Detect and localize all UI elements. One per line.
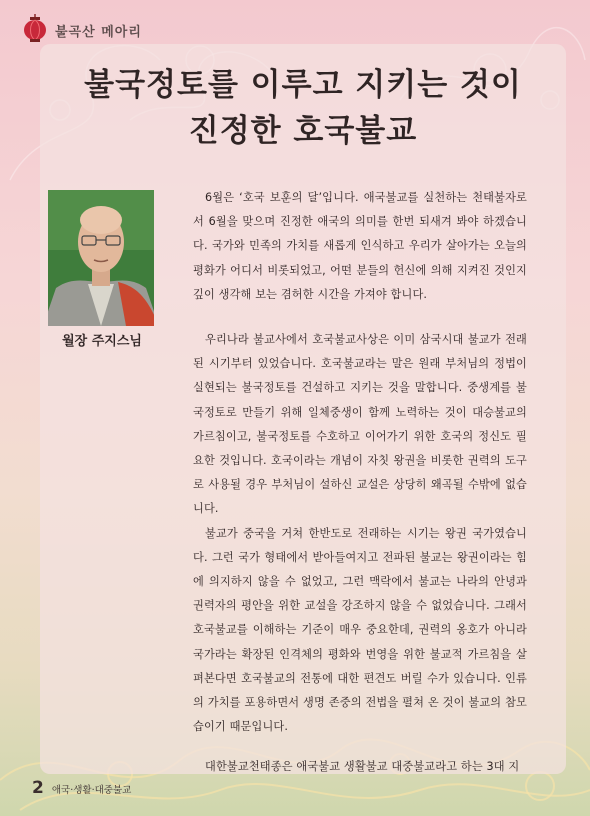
article-title bbox=[40, 62, 566, 154]
paragraph: 6월은 ‘호국 보훈의 달’입니다. 애국불교를 실천하는 천태불자로서 6월을 맞으며 진정한 애국의 의미를 한번 되새겨 봐야 하겠습니다. 국가와 민족의 가치를 새롭게 인식하고 우리가 살아가는 오늘의 평화가 어디서 비롯되었고, 어떤 분들의 헌신에 의해 지켜진 것인지 깊이 생각해 보는 겸허한 시간을 가져야 합니다. bbox=[193, 191, 527, 301]
section-label: 불곡산 메아리 bbox=[55, 25, 142, 40]
paragraph: 우리나라 불교사에서 호국불교사상은 이미 삼국시대 불교가 전래 된 시기부터 있었습니다. 호국불교라는 말은 원래 부처님의 정법이 실현되는 불국정토를 건설하고 지키는 것을 말합니다. 중생계를 불국정토로 만들기 위해 일체중생이 함께 노력하는 것이 대승불교의 가르침이고, 불국정토를 수호하고 이어가기 위한 호국의 정신도 필요한 것입니다. 호국이라는 개념이 자칫 왕권을 비롯한 권력의 도구로 사용될 경우 부처님이 설하신 교설은 상당히 왜곡될 수밖에 없습니다. bbox=[193, 333, 527, 516]
lantern-icon bbox=[23, 14, 47, 44]
monk-portrait-photo bbox=[48, 190, 154, 326]
paragraph: 대한불교천태종은 애국불교 생활불교 대중불교라고 하는 3대 지 bbox=[205, 760, 520, 774]
photo-caption: 월장 주지스님 bbox=[62, 334, 142, 349]
page-number: 2 bbox=[32, 778, 44, 798]
article-body bbox=[193, 186, 527, 780]
paragraph: 불교가 중국을 거쳐 한반도로 전래하는 시기는 왕권 국가였습니다. 그런 국가 형태에서 받아들여지고 전파된 불교는 왕권이라는 힘에 의지하지 않을 수 없었고, 그런 맥락에서 불교는 나라의 안녕과 권력자의 평안을 위한 교설을 강조하지 않을 수 없었습니다. 그래서 호국불교를 이해하는 기준이 매우 중요한데, 권력의 옹호가 아니라 국가라는 확장된 인격체의 평화와 번영을 위한 불교적 가르침을 살펴본다면 호국불교의 전통에 대한 편견도 버릴 수가 있습니다. 인류의 가치를 포용하면서 생명 존중의 전법을 펼쳐 온 것이 불교의 참모습이기 때문입니다. bbox=[193, 526, 527, 734]
footer-tagline: 애국·생활·대중불교 bbox=[51, 785, 132, 796]
title-line-2: 진정한 호국불교 bbox=[188, 113, 418, 149]
title-line-1: 불국정토를 이루고 지키는 것이 bbox=[84, 67, 522, 103]
page-footer bbox=[32, 778, 131, 798]
